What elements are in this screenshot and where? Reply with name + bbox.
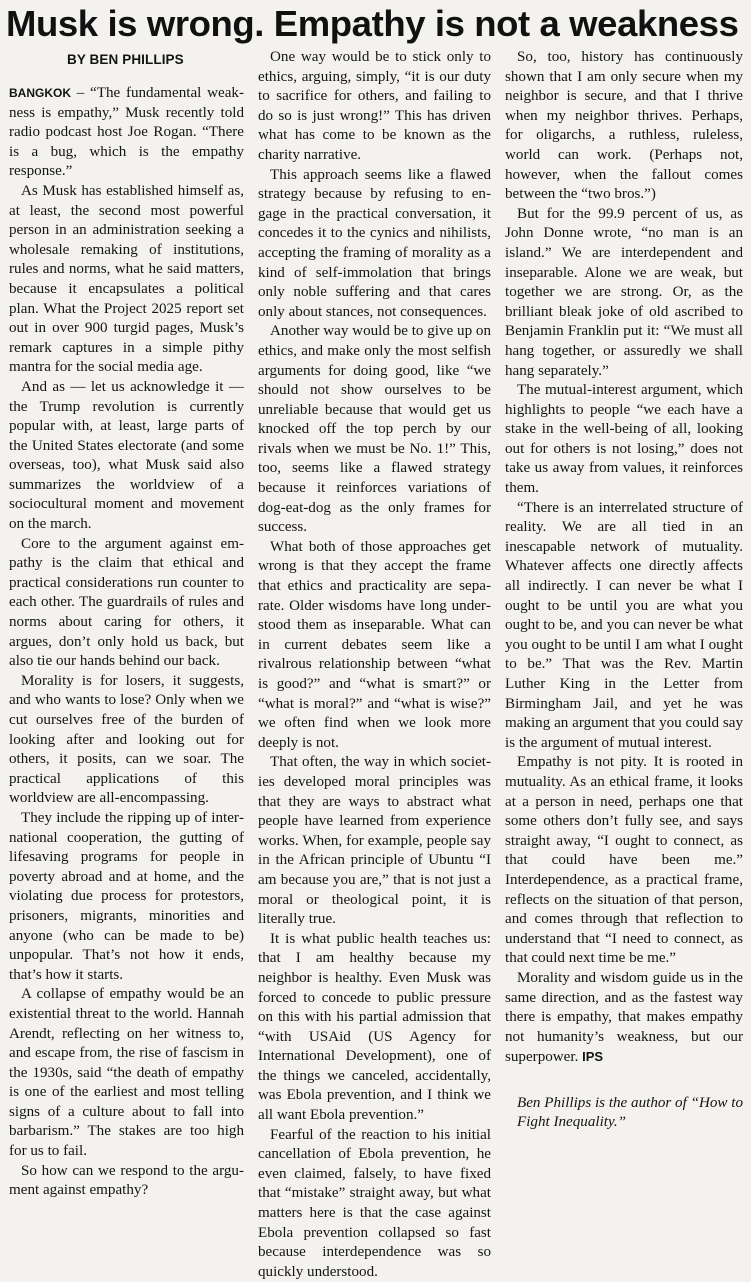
- paragraph-9: One way would be to stick only to ethics, arguing, simply, “it is our duty to sacrifice for others, and failing to do so is just wrong!” This has driven what has come to be known as the charity narrative.: [258, 49, 491, 163]
- column-2: [258, 48, 491, 1280]
- paragraph-13: That often, the way in which societies developed moral principles was that they are ways to abstract what people have learned from experience works. When, for example, people say in the African principle of Ubuntu “I am because you are,” that is not just a moral or theological point, it is literally true.: [258, 754, 491, 928]
- paragraph-19: “There is an interrelated structure of reality. We are all tied in an inescapable network of mutuality. Whatever affects one directly affects all indirectly. I can never be what I ought to be until you are what you ought to be, and you can never be what you ought to be until I am what I ought to be.” That was the Rev. Martin Luther King in the Letter from Birmingham Jail, and yet he was making an argument that you could say is the argument of mutual interest.: [505, 499, 743, 751]
- paragraph-1: BANGKOK – “The fundamental weakness is empathy,” Musk recently told radio podcast host Joe Rogan. “There is a bug, which is the empathy response.”: [9, 85, 244, 180]
- paragraph-21: Morality and wisdom guide us in the same direction, and as the fastest way there is empathy, that makes empathy not humanity’s weakness, but our superpower. IPS: [505, 969, 743, 1066]
- paragraph-10: This approach seems like a flawed strategy because by refusing to engage in the practical conversation, it concedes it to the cynics and nihilists, accepting the framing of morality as a kind of self-immolation that brings only noble suffering and that cares only about stances, not consequences.: [258, 166, 491, 320]
- agency-credit: IPS: [582, 1049, 604, 1065]
- author-bio: Ben Phillips is the author of “How to Fight Inequality.”: [517, 1094, 743, 1131]
- paragraph-6: They include the ripping up of international cooperation, the gutting of lifesaving programs for people in poverty abroad and at home, and the violating due process for protestors, prisoners, migrants, minorities and anyone (who can be made to be) unpopular. That’s not how it ends, that’s how it starts.: [9, 809, 244, 983]
- paragraph-4: Core to the argument against empathy is the claim that ethical and practical considerations run counter to each other. The guardrails of rules and norms about caring for others, it argues, don’t only hold us back, but also tie our hands behind our back.: [9, 535, 244, 670]
- paragraph-12: What both of those approaches get wrong is that they accept the frame that ethics and practicality are separate. Older wisdoms have long understood them as inseparable. What can in current debates seem like a rivalrous relationship between “what is good?” and “what is smart?” or “what is moral?” and “what is wise?” we often find when we look more deeply is not.: [258, 538, 491, 751]
- paragraph-18: The mutual-interest argument, which highlights to people “we each have a stake in the well-being of all, looking out for others is not losing,” does not take us away from values, it reinforces them.: [505, 382, 743, 497]
- paragraph-16: So, too, history has continuously shown that I am only secure when my neighbor is secure, and that I thrive when my neighbor thrives. Perhaps, for oligarchs, a ruthless, ruleless, world can work. (Perhaps not, however, when the fallout comes between the “two bros.”): [505, 49, 743, 203]
- paragraph-8: So how can we respond to the argument against empathy?: [9, 1162, 244, 1199]
- paragraph-20: Empathy is not pity. It is rooted in mutuality. As an ethical frame, it looks at a person in need, perhaps one that some others don’t fully see, and says straight away, “I ought to connect, as that could have been me.” Interdependence, as a practical frame, reflects on the situation of that person, and comes through that reflection to understand that “I need to connect, as that could next time be me.”: [505, 754, 743, 967]
- column-3: [505, 48, 743, 1131]
- byline: BY BEN PHILLIPS: [67, 52, 184, 67]
- dateline: BANGKOK: [9, 86, 71, 100]
- paragraph-3: And as — let us acknowledge it — the Trump revolution is currently popular with, at least, large parts of the United States electorate (and some overseas, too), what Musk said also summarizes the worldview of a sociocultural moment and movement on the march.: [9, 378, 244, 533]
- paragraph-5: Morality is for losers, it suggests, and who wants to lose? Only when we cut ourselves free of the burden of looking after and looking out for others, it posits, can we soar. The practical applications of this worldview are all-encompassing.: [9, 672, 244, 807]
- paragraph-14: It is what public health teaches us: that I am healthy because my neighbor is healthy. Even Musk was forced to concede to public pressure on this with his partial admission that “with USAid (US Agency for International Development), one of the things we canceled, accidentally, was Ebola prevention, and I think we all want Ebola prevention.”: [258, 930, 491, 1124]
- paragraph-11: Another way would be to give up on ethics, and make only the most selfish arguments for doing good, like “we should not show ourselves to be unreliable because that would get us knocked off the top perch by our rivals when we must be No. 1!” This, too, seems like a flawed strategy because it reinforces variations of dog-eat-dog as the only frames for success.: [258, 323, 491, 536]
- column-1: [9, 48, 244, 1199]
- paragraph-17: But for the 99.9 percent of us, as John Donne wrote, “no man is an island.” We are interdependent and inseparable. Alone we are weak, but together we are strong. Or, as the brilliant bleak joke of old ascribed to Benjamin Franklin put it: “We must all hang together, or assuredly we shall hang separately.”: [505, 205, 743, 379]
- paragraph-2: As Musk has established himself as, at least, the second most powerful person in an administration seeking a wholesale remaking of institutions, rules and norms, what he said matters, because it encapsulates a political plan. What the Project 2025 report set out in over 900 turgid pages, Musk’s remark captures in a simple pithy mantra for the social media age.: [9, 182, 244, 376]
- paragraph-15: Fearful of the reaction to his initial cancellation of Ebola prevention, he even claimed, falsely, to have fixed that “mistake” straight away, but what matters here is that the case against Ebola prevention collapsed so fast because interdependence was so quickly understood.: [258, 1126, 491, 1280]
- paragraph-7: A collapse of empathy would be an existential threat to the world. Hannah Arendt, reflecting on her witness to, and escape from, the rise of fascism in the 1930s, said “the death of empathy is one of the earliest and most telling signs of a culture about to fall into barbarism.” The stakes are too high for us to fail.: [9, 986, 244, 1160]
- headline: Musk is wrong. Empathy is not a weakness: [6, 3, 739, 44]
